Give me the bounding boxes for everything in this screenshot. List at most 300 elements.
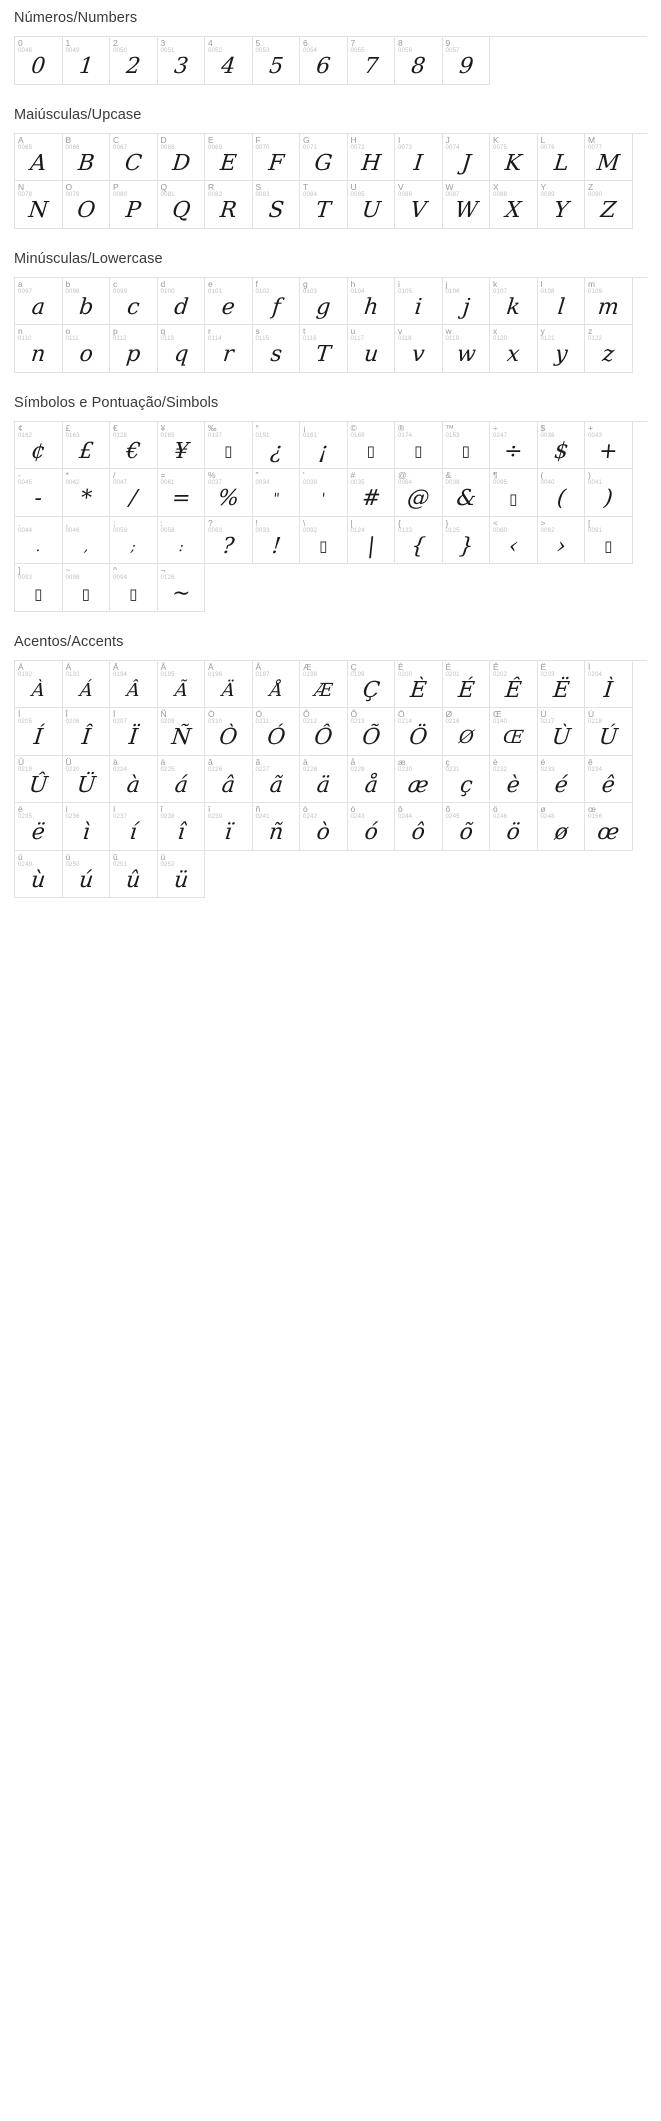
- glyph-cell[interactable]: [253, 661, 301, 709]
- glyph-cell[interactable]: [490, 708, 538, 756]
- glyph-cell[interactable]: [348, 134, 396, 182]
- glyph-cell[interactable]: [63, 325, 111, 373]
- glyph-char-label: b: [65, 278, 71, 289]
- glyph-render: x: [505, 342, 521, 368]
- glyph-cell[interactable]: [585, 517, 633, 565]
- glyph-code-label: 0193: [65, 671, 80, 678]
- glyph-cell[interactable]: [63, 517, 111, 565]
- glyph-code-label: 0234: [588, 766, 603, 773]
- glyph-cell[interactable]: [158, 181, 206, 229]
- glyph-render: k: [505, 294, 522, 320]
- glyph-cell[interactable]: [300, 181, 348, 229]
- glyph-cell[interactable]: [585, 134, 633, 182]
- glyph-cell[interactable]: [585, 325, 633, 373]
- glyph-render: .: [35, 538, 42, 555]
- glyph-cell[interactable]: [348, 517, 396, 565]
- glyph-code-label: 0106: [445, 288, 460, 295]
- glyph-code-label: 0049: [65, 48, 80, 54]
- glyph-char-label: S: [255, 182, 262, 192]
- glyph-cell[interactable]: [395, 37, 443, 85]
- glyph-code-label: 0063: [208, 527, 223, 534]
- glyph-cell[interactable]: [348, 278, 396, 326]
- glyph-cell[interactable]: [585, 756, 633, 804]
- glyph-code-label: 0109: [588, 288, 603, 295]
- glyph-cell[interactable]: [490, 134, 538, 182]
- glyph-code-label: 0126: [160, 575, 175, 581]
- glyph-char-label: ü: [160, 851, 166, 862]
- glyph-cell[interactable]: [63, 181, 111, 229]
- glyph-code-label: 0248: [540, 814, 555, 820]
- glyph-cell[interactable]: [205, 37, 253, 85]
- glyph-cell[interactable]: [110, 181, 158, 229]
- glyph-cell[interactable]: [158, 803, 206, 851]
- glyph-cell[interactable]: [15, 37, 63, 85]
- glyph-cell[interactable]: [158, 661, 206, 709]
- glyph-code-label: 0120: [493, 336, 508, 342]
- glyph-char-label: d: [160, 278, 166, 289]
- glyph-render: 5: [267, 54, 285, 80]
- glyph-char-label: |: [350, 517, 353, 528]
- glyph-cell[interactable]: [443, 756, 491, 804]
- glyph-cell[interactable]: [110, 422, 158, 470]
- glyph-cell[interactable]: [443, 469, 491, 517]
- glyph-cell[interactable]: [253, 325, 301, 373]
- glyph-cell[interactable]: [63, 564, 111, 612]
- glyph-render: â: [220, 772, 237, 798]
- glyph-render: Q: [170, 198, 192, 224]
- glyph-render: ': [320, 491, 327, 508]
- glyph-cell[interactable]: [158, 37, 206, 85]
- glyph-cell[interactable]: [110, 756, 158, 804]
- glyph-char-label: &: [445, 470, 452, 480]
- glyph-render: 8: [409, 54, 427, 80]
- glyph-char-label: j: [445, 278, 448, 289]
- glyph-cell[interactable]: [395, 181, 443, 229]
- glyph-cell[interactable]: [395, 278, 443, 326]
- glyph-char-label: ç: [445, 756, 450, 767]
- glyph-cell[interactable]: [205, 181, 253, 229]
- glyph-cell[interactable]: [585, 278, 633, 326]
- glyph-cell[interactable]: [158, 756, 206, 804]
- glyph-code-label: 0051: [160, 48, 175, 54]
- glyph-cell[interactable]: [395, 756, 443, 804]
- glyph-render: Õ: [360, 725, 382, 751]
- glyph-char-label: 6: [303, 38, 308, 48]
- glyph-render: ó: [362, 820, 379, 846]
- glyph-render: |: [365, 533, 376, 559]
- glyph-render: o: [77, 342, 94, 368]
- glyph-code-label: 0218: [588, 719, 603, 725]
- glyph-char-label: r: [208, 326, 211, 336]
- glyph-cell[interactable]: [253, 37, 301, 85]
- glyph-render: =: [170, 486, 192, 512]
- glyph-cell[interactable]: [110, 37, 158, 85]
- glyph-render: õ: [457, 820, 474, 846]
- glyph-char-label: n: [18, 326, 23, 336]
- glyph-char-label: Ç: [350, 661, 357, 672]
- glyph-cell[interactable]: [538, 756, 586, 804]
- glyph-render: R: [218, 198, 238, 224]
- glyph-render: Y: [552, 198, 570, 224]
- glyph-cell[interactable]: [300, 325, 348, 373]
- glyph-cell[interactable]: [490, 756, 538, 804]
- glyph-render: ▯: [414, 442, 423, 461]
- glyph-cell[interactable]: [253, 803, 301, 851]
- glyph-cell[interactable]: [15, 708, 63, 756]
- glyph-cell[interactable]: [585, 661, 633, 709]
- glyph-render: $: [552, 438, 570, 464]
- glyph-cell[interactable]: [300, 134, 348, 182]
- glyph-cell[interactable]: [15, 803, 63, 851]
- glyph-char-label: ©: [350, 422, 357, 433]
- glyph-cell[interactable]: [348, 325, 396, 373]
- glyph-render: ¿: [268, 438, 284, 464]
- glyph-code-label: 0239: [208, 814, 223, 820]
- glyph-cell[interactable]: [158, 469, 206, 517]
- glyph-char-label: ?: [208, 517, 213, 528]
- glyph-cell[interactable]: [300, 517, 348, 565]
- glyph-code-label: 0033: [255, 527, 270, 534]
- glyph-cell[interactable]: [63, 37, 111, 85]
- glyph-cell[interactable]: [395, 469, 443, 517]
- glyph-render: l: [555, 294, 566, 320]
- glyph-render: ¡: [317, 438, 330, 464]
- glyph-cell[interactable]: [205, 708, 253, 756]
- glyph-cell[interactable]: [585, 708, 633, 756]
- glyph-cell[interactable]: [395, 803, 443, 851]
- glyph-cell[interactable]: [158, 708, 206, 756]
- glyph-cell[interactable]: [15, 564, 63, 612]
- glyph-section: [0, 241, 661, 373]
- glyph-cell[interactable]: [490, 181, 538, 229]
- glyph-char-label: Ë: [540, 661, 547, 672]
- glyph-char-label: D: [160, 134, 167, 145]
- glyph-cell[interactable]: [15, 661, 63, 709]
- glyph-cell[interactable]: [63, 422, 111, 470]
- glyph-cell[interactable]: [443, 422, 491, 470]
- glyph-char-label: Ø: [445, 709, 453, 719]
- glyph-cell[interactable]: [490, 325, 538, 373]
- glyph-render: &: [454, 486, 477, 512]
- glyph-render: B: [76, 150, 96, 176]
- glyph-char-label: A: [18, 134, 24, 145]
- glyph-render: ê: [600, 772, 617, 798]
- glyph-code-label: 0201: [445, 671, 460, 678]
- glyph-cell[interactable]: [110, 661, 158, 709]
- glyph-char-label: ]: [18, 565, 21, 575]
- glyph-cell[interactable]: [205, 661, 253, 709]
- glyph-render: ;: [130, 538, 137, 555]
- glyph-render: 7: [362, 54, 380, 80]
- glyph-cell[interactable]: [348, 181, 396, 229]
- glyph-code-label: 0237: [113, 814, 128, 820]
- glyph-cell[interactable]: [538, 803, 586, 851]
- glyph-code-label: 0196: [208, 671, 223, 678]
- glyph-cell[interactable]: [63, 278, 111, 326]
- glyph-code-label: 0065: [18, 144, 33, 151]
- glyph-render: É: [456, 677, 476, 703]
- glyph-render: -: [33, 486, 44, 512]
- glyph-cell[interactable]: [443, 181, 491, 229]
- glyph-render: (: [555, 486, 567, 512]
- glyph-cell[interactable]: [63, 469, 111, 517]
- glyph-cell[interactable]: [205, 422, 253, 470]
- glyph-code-label: 0034: [255, 480, 270, 486]
- glyph-render: 4: [219, 54, 237, 80]
- glyph-cell[interactable]: [395, 134, 443, 182]
- glyph-cell[interactable]: [300, 469, 348, 517]
- glyph-cell[interactable]: [63, 708, 111, 756]
- glyph-code-label: 0153: [445, 432, 460, 439]
- glyph-cell[interactable]: [300, 422, 348, 470]
- glyph-cell[interactable]: [110, 708, 158, 756]
- glyph-cell[interactable]: [158, 325, 206, 373]
- glyph-code-label: 0244: [398, 814, 413, 820]
- glyph-char-label: í: [113, 804, 116, 814]
- glyph-cell[interactable]: [253, 134, 301, 182]
- glyph-cell[interactable]: [538, 469, 586, 517]
- glyph-cell[interactable]: [253, 422, 301, 470]
- glyph-render: b: [77, 294, 95, 320]
- glyph-cell[interactable]: [63, 134, 111, 182]
- glyph-cell[interactable]: [205, 756, 253, 804]
- glyph-cell[interactable]: [300, 37, 348, 85]
- glyph-char-label: ¶: [493, 470, 498, 480]
- glyph-cell[interactable]: [110, 325, 158, 373]
- glyph-cell[interactable]: [395, 422, 443, 470]
- glyph-cell[interactable]: [443, 325, 491, 373]
- glyph-cell[interactable]: [538, 661, 586, 709]
- glyph-cell[interactable]: [15, 469, 63, 517]
- glyph-cell[interactable]: [253, 517, 301, 565]
- glyph-cell[interactable]: [348, 708, 396, 756]
- glyph-cell[interactable]: [585, 422, 633, 470]
- glyph-cell[interactable]: [158, 422, 206, 470]
- glyph-cell[interactable]: [158, 564, 206, 612]
- glyph-cell[interactable]: [300, 708, 348, 756]
- glyph-render: z: [601, 342, 616, 368]
- glyph-cell[interactable]: [63, 756, 111, 804]
- glyph-render: Î: [80, 725, 92, 751]
- glyph-code-label: 0236: [65, 814, 80, 820]
- glyph-cell[interactable]: [205, 325, 253, 373]
- glyph-cell[interactable]: [253, 469, 301, 517]
- glyph-char-label: 4: [208, 38, 213, 48]
- glyph-render: ö: [505, 820, 522, 846]
- glyph-cell[interactable]: [300, 278, 348, 326]
- glyph-char-label: i: [398, 278, 400, 289]
- glyph-code-label: 0112: [113, 336, 127, 342]
- glyph-code-label: 0087: [445, 192, 460, 198]
- glyph-cell[interactable]: [253, 708, 301, 756]
- glyph-cell[interactable]: [585, 469, 633, 517]
- glyph-cell[interactable]: [443, 803, 491, 851]
- glyph-cell[interactable]: [205, 134, 253, 182]
- glyph-code-label: 0137: [208, 432, 223, 439]
- glyph-cell[interactable]: [443, 661, 491, 709]
- glyph-code-label: 0192: [18, 671, 33, 678]
- glyph-code-label: 0213: [350, 719, 365, 725]
- glyph-cell[interactable]: [15, 756, 63, 804]
- glyph-code-label: 0123: [398, 527, 413, 534]
- glyph-cell[interactable]: [348, 756, 396, 804]
- glyph-code-label: 0108: [540, 288, 555, 295]
- glyph-code-label: 0091: [588, 527, 603, 534]
- glyph-code-label: 0229: [350, 766, 365, 773]
- glyph-cell[interactable]: [63, 803, 111, 851]
- glyph-render: Á: [78, 679, 94, 701]
- glyph-code-label: 0062: [540, 527, 555, 534]
- glyph-cell[interactable]: [158, 278, 206, 326]
- glyph-cell[interactable]: [538, 422, 586, 470]
- glyph-code-label: 0097: [18, 288, 33, 295]
- glyph-cell[interactable]: [395, 325, 443, 373]
- glyph-char-label: $: [540, 422, 546, 433]
- glyph-cell[interactable]: [63, 851, 111, 899]
- glyph-render: T: [314, 342, 332, 368]
- glyph-char-label: (: [540, 470, 544, 480]
- glyph-cell[interactable]: [110, 803, 158, 851]
- glyph-cell[interactable]: [15, 325, 63, 373]
- glyph-cell[interactable]: [15, 278, 63, 326]
- glyph-cell[interactable]: [158, 517, 206, 565]
- glyph-char-label: @: [398, 470, 407, 480]
- glyph-cell[interactable]: [110, 469, 158, 517]
- glyph-code-label: 0046: [65, 527, 80, 534]
- glyph-grid: [14, 660, 647, 899]
- glyph-cell[interactable]: [158, 134, 206, 182]
- glyph-render: H: [359, 150, 382, 176]
- glyph-cell[interactable]: [443, 708, 491, 756]
- glyph-cell[interactable]: [110, 851, 158, 899]
- glyph-render: w: [455, 342, 477, 368]
- glyph-cell[interactable]: [585, 803, 633, 851]
- glyph-cell[interactable]: [490, 469, 538, 517]
- glyph-char-label: ;: [113, 517, 116, 528]
- glyph-cell[interactable]: [395, 708, 443, 756]
- glyph-cell[interactable]: [63, 661, 111, 709]
- glyph-char-label: å: [350, 756, 356, 767]
- glyph-code-label: 0249: [18, 861, 33, 868]
- glyph-cell[interactable]: [110, 278, 158, 326]
- glyph-cell[interactable]: [348, 469, 396, 517]
- glyph-cell[interactable]: [205, 278, 253, 326]
- glyph-code-label: 0057: [445, 48, 460, 54]
- glyph-cell[interactable]: [443, 134, 491, 182]
- glyph-section: [0, 97, 661, 229]
- glyph-code-label: 0059: [113, 527, 128, 534]
- glyph-cell[interactable]: [15, 422, 63, 470]
- glyph-char-label: €: [113, 422, 118, 433]
- glyph-char-label: à: [113, 756, 118, 767]
- glyph-cell[interactable]: [538, 278, 586, 326]
- glyph-code-label: 0084: [303, 192, 318, 198]
- glyph-code-label: 0217: [540, 719, 555, 725]
- glyph-cell[interactable]: [300, 756, 348, 804]
- glyph-char-label: ë: [18, 804, 23, 814]
- glyph-cell[interactable]: [538, 708, 586, 756]
- glyph-code-label: 0047: [113, 480, 128, 486]
- glyph-char-label: W: [445, 182, 454, 192]
- glyph-cell[interactable]: [348, 422, 396, 470]
- glyph-cell[interactable]: [348, 661, 396, 709]
- glyph-char-label: w: [445, 326, 452, 336]
- glyph-cell[interactable]: [15, 851, 63, 899]
- glyph-grid: [14, 277, 647, 373]
- glyph-cell[interactable]: [110, 564, 158, 612]
- glyph-cell[interactable]: [205, 803, 253, 851]
- glyph-char-label: Ó: [255, 709, 263, 719]
- glyph-code-label: 0074: [445, 144, 460, 151]
- glyph-code-label: 0207: [113, 719, 128, 725]
- glyph-cell[interactable]: [490, 803, 538, 851]
- glyph-cell[interactable]: [395, 661, 443, 709]
- glyph-char-label: ®: [398, 422, 405, 433]
- glyph-code-label: 0226: [208, 766, 223, 773]
- glyph-cell[interactable]: [443, 517, 491, 565]
- glyph-char-label: G: [303, 134, 310, 145]
- glyph-cell[interactable]: [490, 422, 538, 470]
- glyph-cell[interactable]: [253, 181, 301, 229]
- glyph-cell[interactable]: [348, 803, 396, 851]
- glyph-cell[interactable]: [15, 134, 63, 182]
- glyph-char-label: I: [398, 134, 401, 145]
- glyph-cell[interactable]: [110, 134, 158, 182]
- glyph-render: q: [172, 342, 190, 368]
- glyph-code-label: 0191: [255, 432, 270, 439]
- glyph-cell[interactable]: [538, 181, 586, 229]
- glyph-char-label: 0: [18, 38, 23, 48]
- glyph-cell[interactable]: [490, 278, 538, 326]
- glyph-cell[interactable]: [158, 851, 206, 899]
- glyph-cell[interactable]: [395, 517, 443, 565]
- glyph-cell[interactable]: [253, 756, 301, 804]
- glyph-cell[interactable]: [538, 134, 586, 182]
- glyph-char-label: ': [303, 470, 305, 480]
- glyph-render: ù: [29, 867, 47, 893]
- glyph-cell[interactable]: [490, 661, 538, 709]
- glyph-cell[interactable]: [300, 661, 348, 709]
- glyph-cell[interactable]: [443, 37, 491, 85]
- glyph-char-label: ñ: [255, 804, 261, 814]
- glyph-char-label: -: [18, 470, 21, 480]
- glyph-cell[interactable]: [110, 517, 158, 565]
- glyph-code-label: 0083: [255, 192, 270, 198]
- glyph-cell[interactable]: [538, 325, 586, 373]
- glyph-cell[interactable]: [300, 803, 348, 851]
- glyph-cell[interactable]: [490, 517, 538, 565]
- glyph-code-label: 0232: [493, 766, 508, 773]
- glyph-cell[interactable]: [585, 181, 633, 229]
- glyph-code-label: 0077: [588, 144, 603, 151]
- glyph-cell[interactable]: [253, 278, 301, 326]
- glyph-code-label: 0037: [208, 480, 223, 486]
- glyph-cell[interactable]: [443, 278, 491, 326]
- glyph-render: }: [457, 533, 475, 559]
- glyph-cell[interactable]: [348, 37, 396, 85]
- glyph-render: ▯: [81, 584, 90, 603]
- glyph-render: ?: [221, 533, 236, 559]
- glyph-cell[interactable]: [15, 181, 63, 229]
- section-title: Acentos/Accents: [14, 633, 124, 650]
- glyph-cell[interactable]: [15, 517, 63, 565]
- glyph-cell[interactable]: [538, 517, 586, 565]
- glyph-cell[interactable]: [205, 517, 253, 565]
- glyph-cell[interactable]: [205, 469, 253, 517]
- glyph-render: ø: [552, 820, 569, 846]
- glyph-char-label: t: [303, 326, 306, 336]
- glyph-render: Ã: [173, 679, 189, 701]
